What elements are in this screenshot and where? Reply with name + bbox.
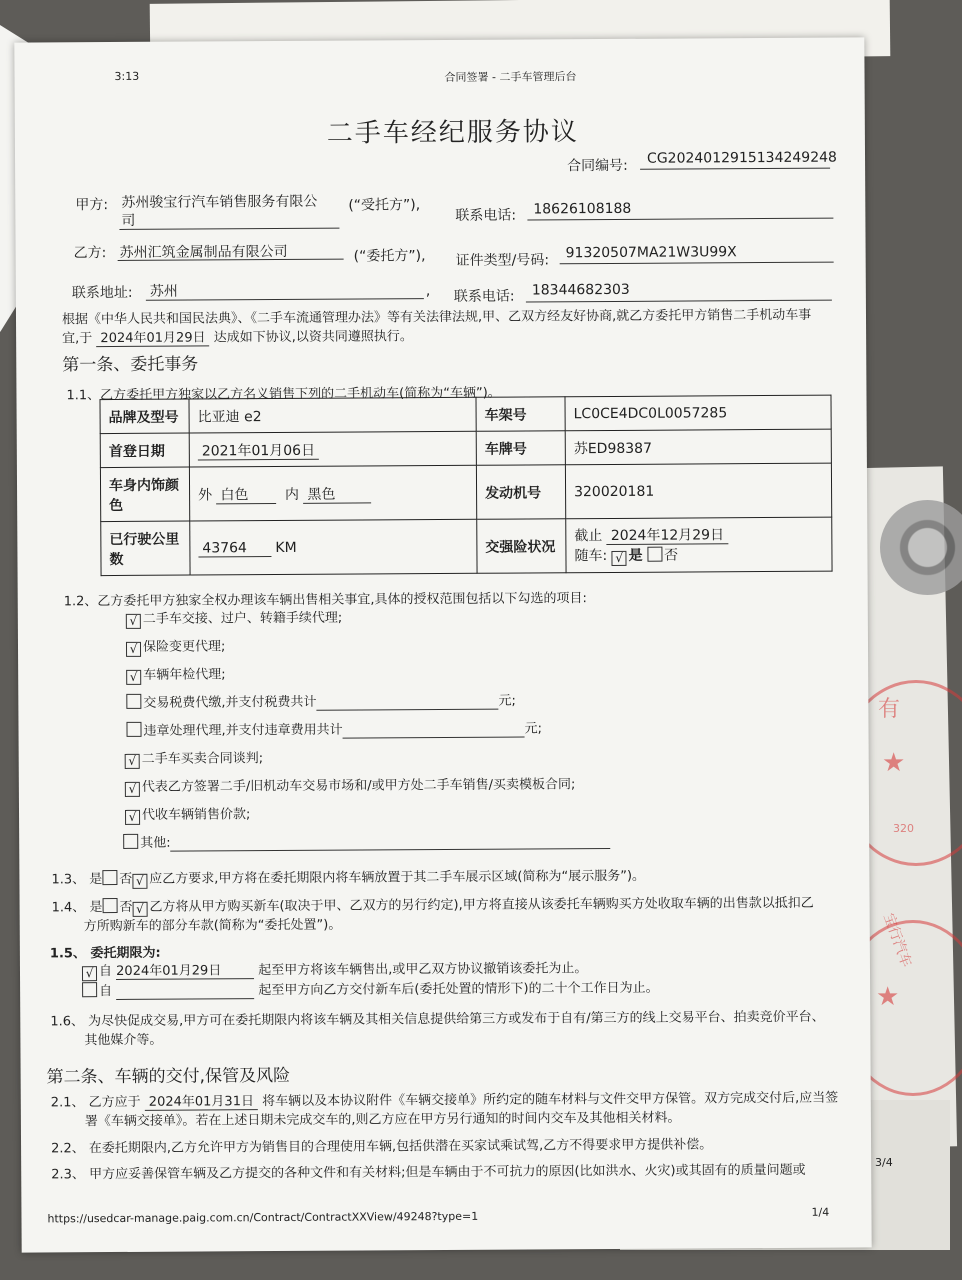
clause-number: 1.6、 <box>50 1014 85 1030</box>
clause-text: 在委托期限内,乙方允许甲方为销售目的合理使用车辆,包括供潜在买家试乘试驾,乙方不得要求甲方提供补偿。 <box>88 1137 713 1157</box>
option-checkbox[interactable]: √ <box>125 810 140 825</box>
party-a-label: 甲方: <box>75 197 109 214</box>
option-label: 其他: <box>140 835 171 851</box>
vin-label: 车架号 <box>476 397 565 432</box>
no-label: 否 <box>119 899 133 915</box>
first-reg-label: 首登日期 <box>100 433 189 468</box>
party-b-id-label: 证件类型/号码: <box>455 252 550 269</box>
clause-2-1 <box>51 1087 839 1111</box>
party-b-role: (“委托方”), <box>353 248 426 265</box>
term-date: 2024年01月29日 <box>116 959 254 980</box>
print-time: 3:13 <box>114 69 140 83</box>
ins-until-date: 2024年12月29日 <box>607 527 728 545</box>
clause-text: 乙方将从甲方购买新车(取决于甲、乙双方的另行约定),甲方将直接从该委托车辆购买方处收取车辆的出售款以抵扣乙 <box>149 895 814 915</box>
clause-number: 2.3、 <box>51 1167 85 1183</box>
clause-title: 委托期限为: <box>90 945 161 962</box>
insurance-follow-row <box>574 544 823 567</box>
option-label: 代收车辆销售价款; <box>141 807 251 823</box>
blank-line <box>316 694 498 711</box>
clause-number: 1.5、 <box>49 946 86 962</box>
ins-yes-label: 是 <box>628 547 643 564</box>
mileage-value: 43764 <box>198 540 271 557</box>
blank-line <box>116 983 254 1000</box>
contract-no-value: CG2024012915134249248 <box>646 149 837 167</box>
preamble-line2 <box>62 325 413 346</box>
table-row <box>100 395 831 433</box>
option-label: 交易税费代缴,并支付税费共计 <box>143 694 317 711</box>
option-item <box>123 829 611 852</box>
option-label: 违章处理代理,并支付违章费用共计 <box>143 722 343 739</box>
preamble-line1: 根据《中华人民共和国民法典》、《二手车流通管理办法》等有关法律法规,甲、乙双方经友好协商,就乙方委托甲方销售二手机动车事 <box>61 307 812 328</box>
clause-text: 应乙方要求,甲方将在委托期限内将车辆放置于其二手车展示区域(简称为“展示服务”)。 <box>149 868 646 887</box>
table-row <box>101 517 832 575</box>
option-checkbox[interactable]: √ <box>126 670 141 685</box>
insurance-label: 交强险状况 <box>477 519 566 574</box>
table-row <box>100 429 831 467</box>
ext-color: 白色 <box>216 487 276 504</box>
print-header-site: 合同签署 - 二手车管理后台 <box>444 70 577 84</box>
seal-star-icon: ★ <box>876 982 900 1012</box>
clause-prefix: 乙方应于 <box>88 1094 141 1111</box>
party-a-name-line1: 苏州骏宝行汽车销售服务有限公 <box>121 193 318 211</box>
ins-follow-prefix: 随车: <box>574 547 608 565</box>
section2-title: 第二条、车辆的交付,保管及风险 <box>46 1065 291 1088</box>
option-checkbox[interactable]: √ <box>126 642 141 657</box>
term-option-2 <box>82 977 659 1001</box>
document-title: 二手车经纪服务协议 <box>326 117 579 149</box>
party-b-id: 91320507MA21W3U99X <box>565 244 737 262</box>
party-a-name-line2: 司 <box>121 212 136 229</box>
blank-line <box>171 833 611 852</box>
vehicle-info-table <box>99 395 832 576</box>
option-item <box>126 690 516 712</box>
vin-value: LC0CE4DC0L0057285 <box>565 395 831 431</box>
clause-1-1: 1.1、乙方委托甲方独家以乙方名义销售下列的二手机动车(简称为“车辆”)。 <box>66 385 501 404</box>
party-a-phone-label: 联系电话: <box>455 207 517 224</box>
int-prefix: 内 <box>284 486 300 503</box>
yes-label: 是 <box>89 872 103 888</box>
no-checkbox[interactable]: √ <box>132 902 147 917</box>
term-prefix: 自 <box>99 984 113 1000</box>
blank-line <box>343 722 525 739</box>
clause-number: 1.3、 <box>51 872 86 888</box>
engine-value: 320020181 <box>565 463 831 519</box>
brand-value: 比亚迪 e2 <box>189 397 476 433</box>
seal-star-icon: ★ <box>882 748 906 778</box>
clause-text: 将车辆以及本协议附件《车辆交接单》所约定的随车材料与文件交甲方保管。双方完成交付后,应当签 <box>262 1090 839 1110</box>
clause-text: 为尽快促成交易,甲方可在委托期限内将该车辆及其相关信息提供给第三方或发布于自有/第三方的线上交易平台、拍卖竞价平台、 <box>88 1009 825 1030</box>
seal-text-number: 320 <box>893 822 914 835</box>
contract-no-label: 合同编号: <box>567 157 628 175</box>
option-label: 代表乙方签署二手/旧机动车交易市场和/或甲方处二手车销售/买卖模板合同; <box>141 777 576 795</box>
mileage-cell <box>190 519 477 575</box>
yes-checkbox[interactable] <box>102 870 117 885</box>
option-label: 保险变更代理; <box>142 639 226 655</box>
ins-yes-checkbox[interactable]: √ <box>612 551 627 566</box>
option-checkbox[interactable]: √ <box>125 782 140 797</box>
back-page-number: 3/4 <box>875 1156 893 1169</box>
first-reg-cell <box>189 431 476 467</box>
engine-label: 发动机号 <box>476 465 565 520</box>
clause-2-1-line2: 署《车辆交接单》。若在上述日期未完成交车的,则乙方应在甲方另行通知的时间内交车及其他相关材料。 <box>84 1110 681 1130</box>
party-a-role: (“受托方”), <box>348 197 421 214</box>
option-checkbox[interactable]: √ <box>125 754 140 769</box>
clause-number: 1.4、 <box>51 900 86 916</box>
option-label: 二手车买卖合同谈判; <box>141 751 264 767</box>
section1-title: 第一条、委托事务 <box>62 354 199 376</box>
clause-number: 2.1、 <box>50 1095 85 1111</box>
option-item <box>125 773 576 797</box>
party-b-phone: 18344682303 <box>531 281 630 299</box>
option-item <box>126 717 542 740</box>
option-label: 二手车交接、过户、转籍手续代理; <box>142 610 343 627</box>
no-checkbox[interactable]: √ <box>132 874 147 889</box>
int-color: 黑色 <box>303 486 371 503</box>
ins-no-checkbox[interactable] <box>647 547 662 562</box>
clause-text: 甲方应妥善保管车辆及乙方提交的各种文件和有关材料;但是车辆由于不可抗力的原因(比如洪水、火灾)或其固有的质量问题或 <box>89 1162 806 1183</box>
option-item <box>126 663 226 685</box>
contract-page <box>14 37 871 1252</box>
party-a-phone: 18626108188 <box>533 200 632 218</box>
seal-text-name: 宝行汽车 <box>879 911 915 970</box>
yes-checkbox[interactable] <box>102 898 117 913</box>
clause-2-3 <box>51 1159 805 1183</box>
plate-label: 车牌号 <box>476 431 565 466</box>
option-item <box>125 803 251 825</box>
mileage-unit: KM <box>275 539 297 556</box>
preamble-prefix: 宜,于 <box>62 331 93 347</box>
clause-1-5 <box>50 942 161 962</box>
first-reg-value: 2021年01月06日 <box>198 442 319 460</box>
term-text: 起至甲方向乙方交付新车后(委托处置的情形下)的二十个工作日为止。 <box>258 980 659 999</box>
seal-text-char: 有 <box>878 697 901 722</box>
party-b-label: 乙方: <box>73 245 107 262</box>
clause-1-3 <box>51 865 645 890</box>
clause-1-4-line2: 方所购新车的部分车款(简称为“委托处置”)。 <box>83 917 342 935</box>
delivery-date: 2024年01月31日 <box>145 1094 258 1111</box>
option-suffix: 元; <box>498 693 516 709</box>
yes-label: 是 <box>89 900 103 916</box>
ext-prefix: 外 <box>198 486 213 503</box>
option-item <box>126 607 343 629</box>
option-item <box>126 635 226 657</box>
clause-number: 2.2、 <box>51 1141 85 1157</box>
option-suffix: 元; <box>524 721 543 737</box>
term-checkbox[interactable]: √ <box>82 966 97 981</box>
comma: , <box>425 283 431 300</box>
option-checkbox[interactable]: √ <box>126 614 141 629</box>
brand-label: 品牌及型号 <box>100 399 189 434</box>
clause-1-2: 1.2、乙方委托甲方独家全权办理该车辆出售相关事宜,具体的授权范围包括以下勾选的项目: <box>63 591 587 610</box>
ins-no-label: 否 <box>664 547 679 564</box>
insurance-cell <box>566 517 832 573</box>
party-b-address: 苏州 <box>149 283 178 300</box>
insurance-until-row <box>574 524 823 546</box>
option-item <box>125 747 264 769</box>
footer-page-number: 1/4 <box>811 1205 830 1219</box>
mileage-label: 已行驶公里数 <box>101 521 190 576</box>
clause-1-4 <box>52 892 814 918</box>
no-label: 否 <box>119 871 133 887</box>
table-row <box>100 463 831 521</box>
color-cell <box>189 465 476 521</box>
clause-1-6 <box>50 1006 824 1030</box>
term-checkbox[interactable] <box>82 982 97 997</box>
option-label: 车辆年检代理; <box>143 667 226 683</box>
footer-url: https://usedcar-manage.paig.com.cn/Contract/ContractXXView/49248?type=1 <box>47 1209 479 1226</box>
plate-value: 苏ED98387 <box>565 429 831 465</box>
party-b-name: 苏州汇筑金属制品有限公司 <box>119 243 288 261</box>
preamble-suffix: 达成如下协议,以资共同遵照执行。 <box>213 329 413 346</box>
term-prefix: 自 <box>98 964 113 980</box>
option-checkbox[interactable] <box>123 834 138 849</box>
agreement-date: 2024年01月29日 <box>96 330 209 347</box>
party-b-address-label: 联系地址: <box>71 284 133 302</box>
color-label: 车身内饰颜色 <box>100 467 189 522</box>
option-checkbox[interactable] <box>126 722 141 737</box>
clause-2-2 <box>51 1133 712 1156</box>
clause-1-6-line2: 其他媒介等。 <box>84 1032 163 1049</box>
party-b-phone-label: 联系电话: <box>453 288 515 305</box>
term-text: 起至甲方将该车辆售出,或甲乙双方协议撤销该委托为止。 <box>258 961 588 979</box>
option-checkbox[interactable] <box>126 694 141 709</box>
ins-until-prefix: 截止 <box>574 528 603 545</box>
